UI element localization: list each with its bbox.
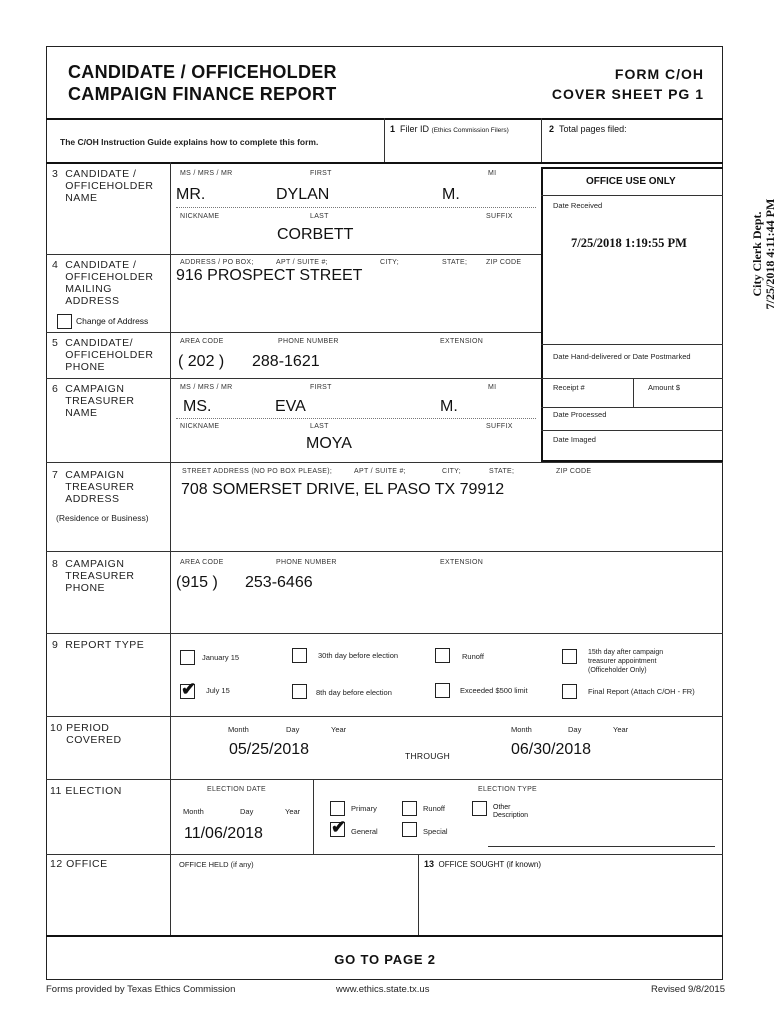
filer-id-label: 1 Filer ID (Ethics Commission Filers) — [390, 124, 509, 134]
election-primary-checkbox[interactable] — [330, 801, 345, 816]
election-other-checkbox[interactable] — [472, 801, 487, 816]
divider — [46, 332, 541, 333]
divider — [46, 633, 723, 634]
divider — [541, 407, 723, 408]
label-year: Year — [285, 807, 301, 816]
label-column-divider — [170, 162, 171, 935]
date-received-stamp: 7/25/2018 1:19:55 PM — [571, 236, 687, 250]
election-primary-label: Primary — [351, 804, 377, 813]
residence-note: (Residence or Business) — [56, 513, 149, 523]
label-day: Day — [240, 807, 254, 816]
section-5-label: 5 CANDIDATE/ OFFICEHOLDER PHONE — [52, 337, 154, 373]
label-extension: EXTENSION — [440, 338, 484, 345]
change-of-address-checkbox[interactable] — [57, 314, 72, 329]
divider — [46, 716, 723, 717]
divider — [46, 551, 723, 552]
label-zip: ZIP CODE — [486, 259, 522, 266]
checkmark-icon: ✔ — [181, 679, 197, 699]
report-type-exceeded-label: Exceeded $500 limit — [460, 686, 528, 695]
label-title: MS / MRS / MR — [180, 384, 233, 391]
hand-delivered-label: Date Hand-delivered or Date Postmarked — [553, 352, 691, 361]
election-runoff-checkbox[interactable] — [402, 801, 417, 816]
section-9-label: 9 REPORT TYPE — [52, 639, 145, 651]
label-mi: MI — [488, 170, 497, 177]
report-type-8day-checkbox[interactable] — [292, 684, 307, 699]
form-id: FORM C/OH — [614, 66, 704, 82]
label-apt: APT / SUITE #; — [354, 468, 406, 475]
election-other-label: Other Description — [493, 804, 529, 819]
label-suffix: SUFFIX — [486, 213, 513, 220]
label-city: CITY; — [442, 468, 461, 475]
treasurer-mi[interactable]: M. — [440, 398, 458, 415]
label-nickname: NICKNAME — [180, 423, 220, 430]
candidate-address[interactable]: 916 PROSPECT STREET — [176, 267, 363, 284]
report-type-30day-label: 30th day before election — [318, 651, 399, 660]
candidate-area-code[interactable]: ( 202 ) — [178, 353, 225, 370]
report-type-runoff-label: Runoff — [462, 652, 484, 661]
divider — [46, 779, 723, 780]
label-election-type: ELECTION TYPE — [478, 786, 538, 793]
candidate-phone[interactable]: 288-1621 — [252, 353, 320, 370]
report-type-final-label: Final Report (Attach C/OH - FR) — [588, 687, 695, 696]
report-type-30day-checkbox[interactable] — [292, 648, 307, 663]
office-use-title: OFFICE USE ONLY — [586, 176, 676, 187]
label-state: STATE; — [489, 468, 515, 475]
section-10-label: 10 PERIOD COVERED — [50, 722, 122, 746]
section-8-label: 8 CAMPAIGN TREASURER PHONE — [52, 558, 135, 594]
date-imaged-label: Date Imaged — [553, 435, 596, 444]
treasurer-phone[interactable]: 253-6466 — [245, 574, 313, 591]
election-special-checkbox[interactable] — [402, 822, 417, 837]
label-month: Month — [228, 725, 249, 734]
section-7-label: 7 CAMPAIGN TREASURER ADDRESS — [52, 469, 135, 505]
label-last: LAST — [310, 213, 329, 220]
label-year: Year — [613, 725, 629, 734]
office-held-field[interactable] — [176, 875, 412, 930]
divider — [541, 118, 542, 162]
dotted-line — [176, 418, 536, 419]
label-suffix: SUFFIX — [486, 423, 513, 430]
checkmark-icon: ✔ — [331, 817, 347, 837]
treasurer-first-name[interactable]: EVA — [275, 398, 306, 415]
label-month: Month — [183, 807, 204, 816]
candidate-mi[interactable]: M. — [442, 186, 460, 203]
label-day: Day — [286, 725, 300, 734]
report-type-jul15-checkbox[interactable] — [180, 679, 197, 699]
treasurer-title[interactable]: MS. — [183, 398, 212, 415]
label-city: CITY; — [380, 259, 399, 266]
section-12-label: 12 OFFICE — [50, 858, 108, 870]
election-general-label: General — [351, 827, 378, 836]
section-3-label: 3 CANDIDATE / OFFICEHOLDER NAME — [52, 168, 154, 204]
form-subtitle: COVER SHEET PG 1 — [551, 86, 704, 102]
report-type-jan15-checkbox[interactable] — [180, 650, 195, 665]
receipt-label: Receipt # — [553, 383, 585, 392]
side-stamp: City Clerk Dept. 7/25/2018 4:11:44 PM — [750, 198, 777, 310]
report-type-final-checkbox[interactable] — [562, 684, 577, 699]
candidate-first-name[interactable]: DYLAN — [276, 186, 330, 203]
label-phone-number: PHONE NUMBER — [276, 559, 337, 566]
label-year: Year — [331, 725, 347, 734]
election-date-value[interactable]: 11/06/2018 — [184, 825, 263, 842]
election-general-checkbox[interactable] — [330, 817, 347, 837]
election-special-label: Special — [423, 827, 448, 836]
candidate-title[interactable]: MR. — [176, 186, 206, 203]
footer-revised: Revised 9/8/2015 — [651, 984, 725, 995]
label-first: FIRST — [310, 384, 332, 391]
treasurer-area-code[interactable]: (915 ) — [176, 574, 218, 591]
date-processed-label: Date Processed — [553, 410, 607, 419]
divider — [418, 854, 419, 935]
divider — [46, 254, 541, 255]
label-mi: MI — [488, 384, 497, 391]
divider — [633, 378, 634, 407]
total-pages-label: 2 Total pages filed: — [549, 124, 627, 134]
treasurer-address[interactable]: 708 SOMERSET DRIVE, EL PASO TX 79912 — [181, 481, 505, 498]
divider — [46, 378, 541, 379]
period-to-date[interactable]: 06/30/2018 — [511, 741, 592, 758]
label-extension: EXTENSION — [440, 559, 484, 566]
report-type-15day-label: 15th day after campaign treasurer appointment (Officeholder Only) — [588, 649, 664, 674]
report-type-runoff-checkbox[interactable] — [435, 648, 450, 663]
label-office-held: OFFICE HELD (if any) — [179, 860, 254, 869]
label-address: ADDRESS / PO BOX; — [180, 259, 254, 266]
date-received-label: Date Received — [553, 201, 603, 210]
label-apt: APT / SUITE #; — [276, 259, 328, 266]
footer-website[interactable]: www.ethics.state.tx.us — [336, 984, 430, 995]
label-phone-number: PHONE NUMBER — [278, 338, 339, 345]
section-11-label: 11 ELECTION — [50, 785, 122, 797]
label-office-sought: 13 OFFICE SOUGHT (if known) — [424, 859, 541, 869]
divider — [46, 462, 723, 463]
treasurer-last-name[interactable]: MOYA — [306, 435, 352, 452]
footer-left: Forms provided by Texas Ethics Commission — [46, 984, 236, 995]
report-type-jul15-label: July 15 — [206, 686, 230, 695]
divider — [541, 430, 723, 431]
label-first: FIRST — [310, 170, 332, 177]
through-label: THROUGH — [405, 751, 451, 761]
period-from-date[interactable]: 05/25/2018 — [229, 741, 310, 758]
filer-id-field[interactable] — [390, 138, 536, 156]
go-to-page-2: GO TO PAGE 2 — [334, 952, 436, 967]
label-election-date: ELECTION DATE — [207, 786, 267, 793]
label-state: STATE; — [442, 259, 468, 266]
label-title: MS / MRS / MR — [180, 170, 233, 177]
report-type-jan15-label: January 15 — [202, 653, 240, 662]
divider — [46, 935, 723, 937]
label-area-code: AREA CODE — [180, 559, 224, 566]
title-line-2: CAMPAIGN FINANCE REPORT — [68, 84, 337, 104]
divider — [46, 854, 723, 855]
divider — [384, 118, 385, 162]
instruction-text: The C/OH Instruction Guide explains how to complete this form. — [60, 137, 319, 147]
label-last: LAST — [310, 423, 329, 430]
amount-label: Amount $ — [648, 383, 681, 392]
report-type-exceeded-checkbox[interactable] — [435, 683, 450, 698]
divider — [541, 378, 723, 379]
report-type-15day-checkbox[interactable] — [562, 649, 577, 664]
label-area-code: AREA CODE — [180, 338, 224, 345]
divider — [541, 344, 723, 345]
label-street-address: STREET ADDRESS (NO PO BOX PLEASE); — [182, 468, 333, 475]
change-of-address-label: Change of Address — [76, 316, 149, 326]
label-day: Day — [568, 725, 582, 734]
section-6-label: 6 CAMPAIGN TREASURER NAME — [52, 383, 135, 419]
divider — [313, 779, 314, 854]
election-runoff-label: Runoff — [423, 804, 445, 813]
other-description-line — [488, 846, 715, 847]
label-month: Month — [511, 725, 532, 734]
candidate-last-name[interactable]: CORBETT — [277, 226, 354, 243]
office-sought-field[interactable] — [424, 875, 716, 930]
section-4-label: 4 CANDIDATE / OFFICEHOLDER MAILING ADDRESS — [52, 259, 154, 307]
divider — [541, 195, 723, 196]
label-zip: ZIP CODE — [556, 468, 592, 475]
title-line-1: CANDIDATE / OFFICEHOLDER — [68, 62, 337, 82]
divider — [46, 162, 723, 164]
dotted-line — [176, 207, 536, 208]
label-nickname: NICKNAME — [180, 213, 220, 220]
report-type-8day-label: 8th day before election — [316, 688, 392, 697]
